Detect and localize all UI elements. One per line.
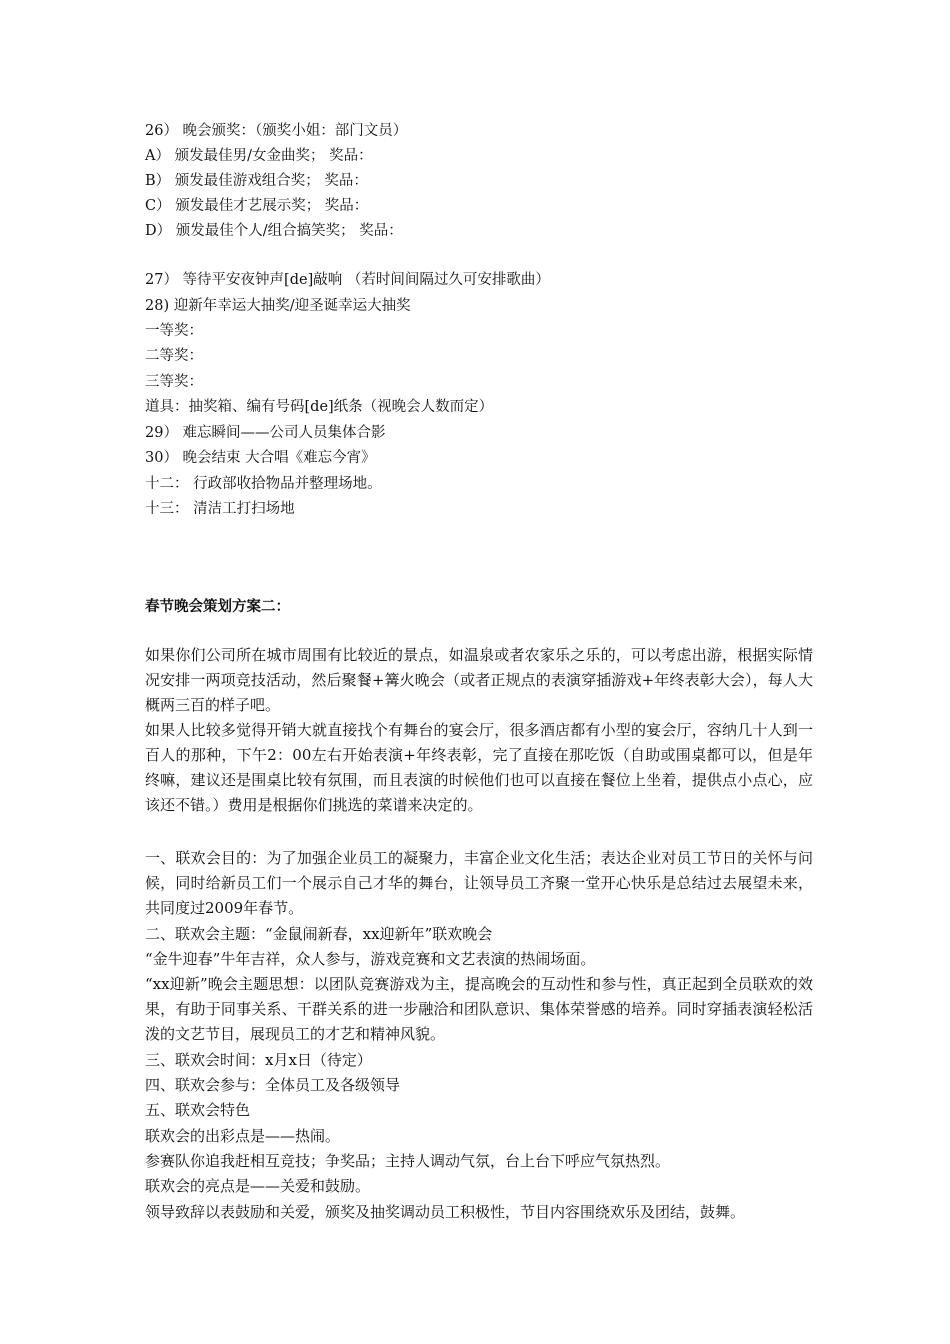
props-line: 道具：抽奖箱、编有号码[de]纸条（视晚会人数而定） [145, 399, 494, 415]
program-item-27: 27） 等待平安夜钟声[de]敲响 （若时间间隔过久可安排歌曲） [145, 272, 550, 288]
award-item-c: C） 颁发最佳才艺展示奖； 奖品： [145, 198, 369, 214]
intro-paragraph-2: 如果人比较多觉得开销大就直接找个有舞台的宴会厅，很多酒店都有小型的宴会厅，容纳几十人到一百人的那种，下午2：00左右开始表演+年终表彰，完了直接在那吃饭（自助或围桌都可以，但是年终嘛，建议还是围桌比较有氛围，而且表演的时候他们也可以直接在餐位上坐着，提供点小点心，应该还不错。）费用是根据你们挑选的菜谱来决定的。 [145, 721, 813, 814]
highlight-line-2: 联欢会的亮点是——关爱和鼓励。 [145, 1177, 371, 1195]
award-item-b: B） 颁发最佳游戏组合奖； 奖品： [145, 173, 368, 189]
award-item-26: 26） 晚会颁奖：（颁奖小姐：部门文员） [145, 123, 408, 139]
prize-third: 三等奖： [145, 374, 203, 390]
theme-slogan-line: “金牛迎春”牛年吉祥，众人参与，游戏竞赛和文艺表演的热闹场面。 [145, 950, 596, 968]
program-item-29: 29） 难忘瞬间——公司人员集体合影 [145, 425, 386, 441]
section-heading: 春节晚会策划方案二： [145, 598, 290, 615]
intro-paragraph-1: 如果你们公司所在城市周围有比较近的景点，如温泉或者农家乐之乐的，可以考虑出游，根据实际情况安排一两项竞技活动，然后聚餐+篝火晚会（或者正规点的表演穿插游戏+年终表彰大会），每人大概两三百的样子吧。 [145, 646, 813, 714]
step-thirteen: 十三： 清洁工打扫场地 [145, 501, 295, 517]
program-item-30: 30） 晚会结束 大合唱《难忘今宵》 [145, 450, 376, 466]
theme-line: 二、联欢会主题：“金鼠闹新春，xx迎新年”联欢晚会 [145, 925, 493, 943]
prize-second: 二等奖： [145, 348, 203, 364]
step-twelve: 十二： 行政部收拾物品并整理场地。 [145, 476, 382, 492]
highlight-detail-1: 参赛队你追我赶相互竞技；争奖品；主持人调动气氛，台上台下呼应气氛热烈。 [145, 1152, 671, 1170]
highlight-detail-2: 领导致辞以表鼓励和关爱，颁奖及抽奖调动员工积极性，节目内容围绕欢乐及团结，鼓舞。 [145, 1203, 746, 1221]
award-item-d: D） 颁发最佳个人/组合搞笑奖； 奖品： [145, 223, 403, 239]
theme-idea-paragraph: “xx迎新”晚会主题思想：以团队竞赛游戏为主，提高晚会的互动性和参与性，真正起到全员联欢的效果，有助于同事关系、干群关系的进一步融洽和团队意识、集体荣誉感的培养。同时穿插表演轻松活泼的文艺节目，展现员工的才艺和精神风貌。 [145, 975, 813, 1043]
participants-line: 四、联欢会参与：全体员工及各级领导 [145, 1076, 401, 1094]
award-item-a: A） 颁发最佳男/女金曲奖； 奖品： [145, 148, 373, 164]
program-item-28: 28) 迎新年幸运大抽奖/迎圣诞幸运大抽奖 [145, 298, 411, 314]
highlight-line-1: 联欢会的出彩点是——热闹。 [145, 1127, 341, 1145]
features-heading: 五、联欢会特色 [145, 1101, 251, 1119]
purpose-paragraph: 一、联欢会目的：为了加强企业员工的凝聚力，丰富企业文化生活；表达企业对员工节日的关怀与问候，同时给新员工们一个展示自己才华的舞台，让领导员工齐聚一堂开心快乐是总结过去展望未来，共同度过2009年春节。 [145, 849, 813, 917]
prize-first: 一等奖： [145, 323, 203, 339]
time-line: 三、联欢会时间：x月x日（待定） [145, 1051, 372, 1069]
